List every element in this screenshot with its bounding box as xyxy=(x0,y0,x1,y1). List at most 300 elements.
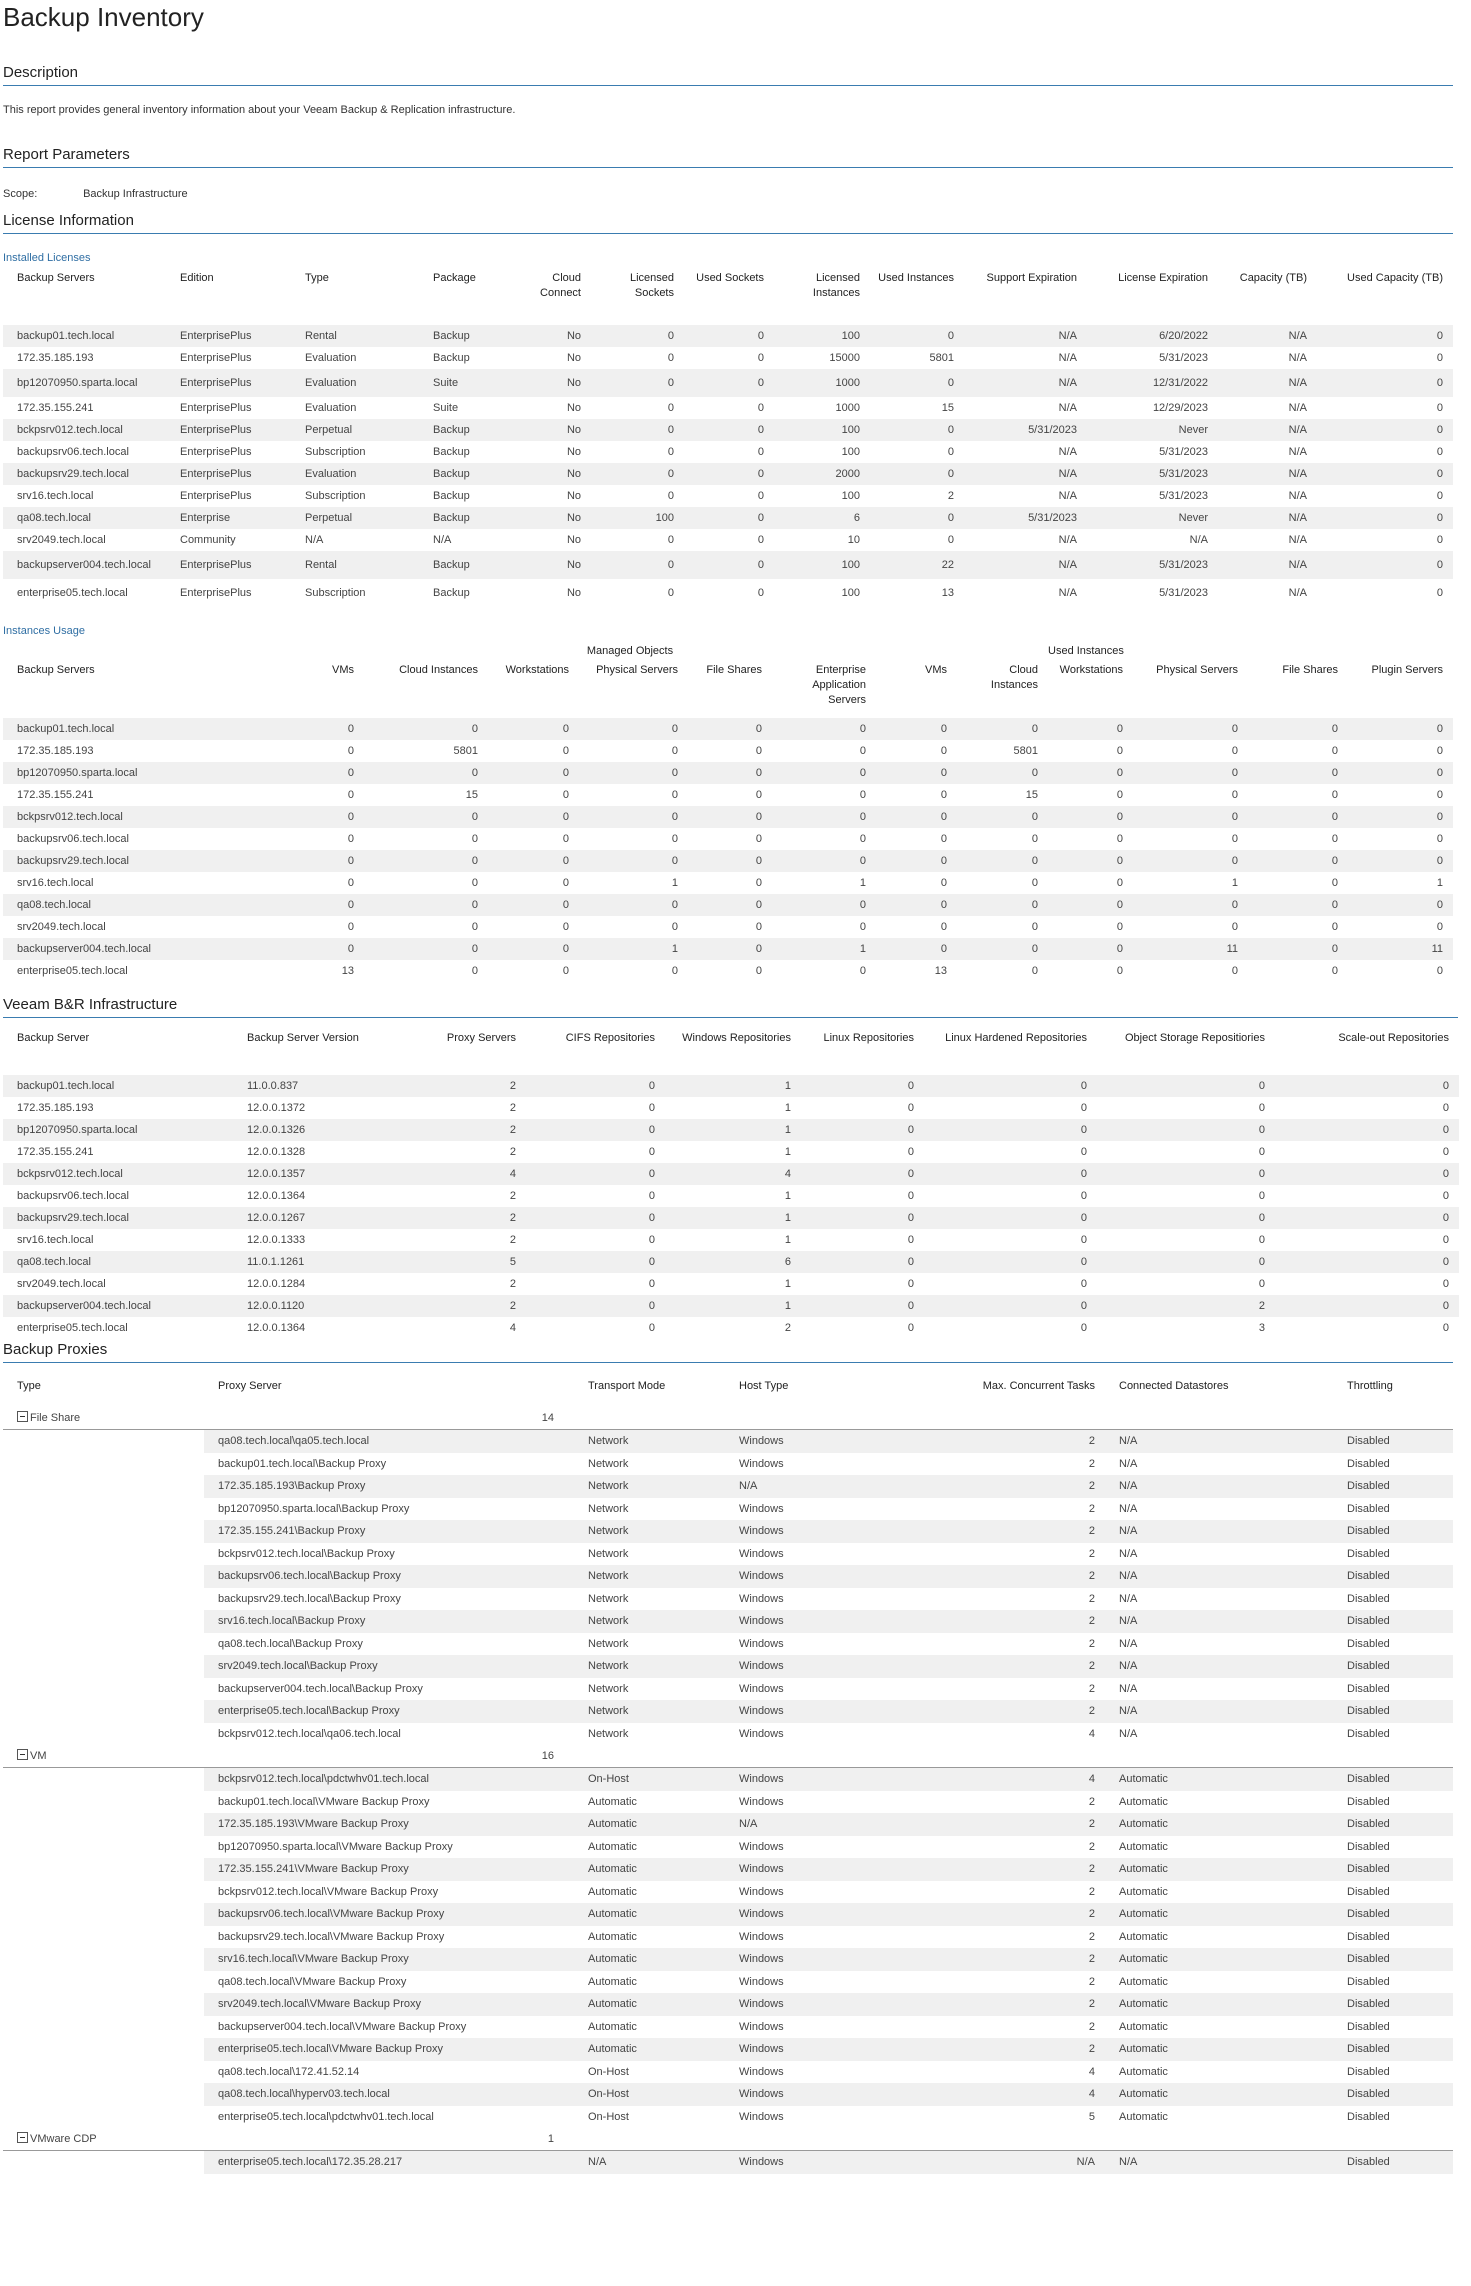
table-cell: 11.0.1.1261 xyxy=(233,1251,418,1273)
table-cell: 2000 xyxy=(774,463,870,485)
table-cell: No xyxy=(566,402,581,414)
proxy-group-row[interactable] xyxy=(3,1407,1453,1430)
empty-cell xyxy=(3,1678,204,1701)
column-header: File Shares xyxy=(1282,664,1339,676)
table-cell: 0 xyxy=(591,325,684,347)
table-cell: 0 xyxy=(684,463,774,485)
table-cell: 13 xyxy=(934,965,948,977)
table-row xyxy=(3,1475,1453,1498)
table-cell: 0 xyxy=(1275,1119,1459,1141)
server-cell: bp12070950.sparta.local xyxy=(3,762,214,784)
table-row xyxy=(3,1273,1459,1295)
table-cell: Automatic xyxy=(1105,1813,1333,1836)
table-cell: N/A xyxy=(1218,369,1317,397)
table-cell: 0 xyxy=(859,921,867,933)
table-cell: 0 xyxy=(1348,718,1453,740)
table-cell: Disabled xyxy=(1333,1700,1453,1723)
server-cell: qa08.tech.local xyxy=(3,894,214,916)
table-cell: 0 xyxy=(940,877,948,889)
table-cell: 0 xyxy=(1258,1146,1265,1158)
proxy-group-cell[interactable] xyxy=(3,2128,204,2151)
table-cell: 12.0.0.1333 xyxy=(247,1234,306,1246)
empty-cell xyxy=(3,1655,204,1678)
table-cell: N/A xyxy=(964,463,1087,485)
table-row xyxy=(3,784,1453,806)
table-cell: 0 xyxy=(562,965,569,977)
scope-row xyxy=(3,188,1463,212)
table-row xyxy=(3,1791,1453,1814)
table-cell: 100 xyxy=(774,325,870,347)
proxy-group-row[interactable] xyxy=(3,1745,1453,1768)
table-cell: Automatic xyxy=(574,1948,725,1971)
table-row xyxy=(3,806,1453,828)
empty-cell xyxy=(3,1948,204,1971)
proxy-server-cell: backupserver004.tech.local\VMware Backup Proxy xyxy=(218,2020,467,2033)
proxy-server-cell: enterprise05.tech.local\pdctwhv01.tech.local xyxy=(218,2110,434,2123)
empty-cell xyxy=(3,1881,204,1904)
table-cell: 100 xyxy=(591,507,684,529)
table-cell: Windows xyxy=(739,1795,784,1808)
empty-cell xyxy=(3,1858,204,1881)
table-cell: 0 xyxy=(1048,762,1133,784)
table-cell: 1 xyxy=(1231,877,1239,889)
table-cell: N/A xyxy=(1058,352,1077,364)
proxy-group-row[interactable] xyxy=(3,2128,1453,2151)
table-cell: 0 xyxy=(471,921,478,933)
table-cell: 0 xyxy=(648,1102,655,1114)
column-header: Object Storage Repositiories xyxy=(1124,1032,1265,1044)
server-cell: bckpsrv012.tech.local xyxy=(3,1163,233,1185)
table-cell: 0 xyxy=(1080,1146,1087,1158)
table-row xyxy=(3,1520,1453,1543)
table-cell: 0 xyxy=(671,745,678,757)
table-cell: 0 xyxy=(1442,1322,1449,1334)
column-header: Connected Datastores xyxy=(1119,1380,1229,1392)
table-cell: Automatic xyxy=(1105,1993,1333,2016)
table-cell: 1 xyxy=(1436,877,1444,889)
collapse-toggle-icon[interactable] xyxy=(17,1749,28,1760)
server-cell: srv2049.tech.local xyxy=(17,1278,106,1290)
table-cell: 0 xyxy=(907,1102,914,1114)
table-cell: 0 xyxy=(907,1190,914,1202)
collapse-toggle-icon[interactable] xyxy=(17,1411,28,1422)
table-cell: Windows xyxy=(725,1903,905,1926)
table-cell: Backup xyxy=(433,587,470,599)
table-row xyxy=(3,1295,1459,1317)
empty-cell xyxy=(3,2061,204,2084)
table-cell: 0 xyxy=(924,1295,1097,1317)
table-cell: 0 xyxy=(648,1190,655,1202)
column-header: Cloud Connect xyxy=(540,272,581,299)
empty-cell xyxy=(3,1543,204,1566)
table-cell: Network xyxy=(574,1520,725,1543)
table-cell: 0 xyxy=(755,921,763,933)
column-header: Licensed Sockets xyxy=(629,272,674,299)
table-cell: Suite xyxy=(433,402,459,414)
table-cell: 5 xyxy=(418,1251,526,1273)
table-cell: 0 xyxy=(801,1075,924,1097)
table-row xyxy=(3,1858,1453,1881)
table-cell: N/A xyxy=(1058,446,1077,458)
column-header: License Expiration xyxy=(1118,272,1208,284)
table-cell: Network xyxy=(588,1502,629,1515)
table-cell: 0 xyxy=(1275,1251,1459,1273)
table-cell: 0 xyxy=(1080,1322,1087,1334)
column-header: Proxy Server xyxy=(218,1380,282,1392)
table-row xyxy=(3,1207,1459,1229)
table-cell: Disabled xyxy=(1333,1655,1453,1678)
table-row xyxy=(3,740,1453,762)
table-cell: 12.0.0.1372 xyxy=(247,1102,306,1114)
table-cell: Windows xyxy=(725,1610,905,1633)
table-cell: Network xyxy=(574,1475,725,1498)
table-cell: Backup xyxy=(433,490,470,502)
column-header: Licensed Instances xyxy=(812,272,860,299)
table-cell: 0 xyxy=(1048,850,1133,872)
table-cell: 0 xyxy=(364,806,488,828)
table-cell: No xyxy=(566,490,581,502)
server-cell: 172.35.155.241 xyxy=(17,789,94,801)
table-cell: 0 xyxy=(364,762,488,784)
table-cell: 0 xyxy=(579,718,688,740)
table-cell: N/A xyxy=(1105,1430,1333,1453)
table-cell: 0 xyxy=(870,369,964,397)
table-cell: 0 xyxy=(1231,965,1239,977)
table-row xyxy=(3,1119,1459,1141)
table-cell: 0 xyxy=(562,745,569,757)
proxy-group-count: 16 xyxy=(541,1750,554,1762)
table-cell: 5/31/2023 xyxy=(1159,490,1208,502)
table-cell: Disabled xyxy=(1333,1565,1453,1588)
server-cell: bckpsrv012.tech.local xyxy=(3,419,166,441)
table-cell: 0 xyxy=(907,1322,914,1334)
table-cell: 0 xyxy=(1331,745,1339,757)
table-cell: 1 xyxy=(671,877,678,889)
table-cell: N/A xyxy=(905,2151,1105,2174)
column-header: Transport Mode xyxy=(588,1380,666,1392)
table-cell: 0 xyxy=(947,534,954,546)
table-row xyxy=(3,1565,1453,1588)
table-cell: 0 xyxy=(526,1251,665,1273)
column-header: Physical Servers xyxy=(596,664,678,676)
table-cell: N/A xyxy=(1288,534,1307,546)
table-cell: 0 xyxy=(1116,965,1124,977)
table-row xyxy=(3,916,1453,938)
table-cell: 0 xyxy=(684,551,774,579)
table-cell: N/A xyxy=(1119,1502,1138,1515)
proxy-server-cell: bckpsrv012.tech.local\VMware Backup Proxy xyxy=(218,1885,439,1898)
server-cell: srv16.tech.local xyxy=(17,1234,94,1246)
table-cell: N/A xyxy=(1218,507,1317,529)
table-cell: Windows xyxy=(739,1975,784,1988)
column-header: Linux Repositories xyxy=(823,1032,914,1044)
license-heading: License Information xyxy=(3,212,1453,234)
table-cell: Network xyxy=(574,1700,725,1723)
column-header: File Shares xyxy=(706,664,763,676)
table-row xyxy=(3,938,1453,960)
table-row xyxy=(3,1498,1453,1521)
table-cell: EnterprisePlus xyxy=(166,369,291,397)
table-cell: 0 xyxy=(364,718,488,740)
page-title: Backup Inventory xyxy=(3,2,204,32)
table-cell: 0 xyxy=(801,1163,924,1185)
table-cell: 0 xyxy=(591,419,684,441)
table-cell: 0 xyxy=(1317,551,1453,579)
column-header: Backup Server Version xyxy=(247,1032,359,1044)
proxy-server-cell: 172.35.155.241\VMware Backup Proxy xyxy=(204,1858,574,1881)
table-cell: 22 xyxy=(870,551,964,579)
empty-cell xyxy=(3,1903,204,1926)
table-cell: 1 xyxy=(859,877,867,889)
table-cell: EnterprisePlus xyxy=(180,402,252,414)
collapse-toggle-icon[interactable] xyxy=(17,2132,28,2143)
table-cell: 2 xyxy=(905,1948,1105,1971)
table-cell: 0 xyxy=(1048,806,1133,828)
table-cell: 0 xyxy=(1031,921,1039,933)
table-cell: 0 xyxy=(364,938,488,960)
table-cell: 10 xyxy=(847,534,860,546)
table-cell: 0 xyxy=(648,1322,655,1334)
proxy-server-cell: 172.35.185.193\VMware Backup Proxy xyxy=(204,1813,574,1836)
table-row xyxy=(3,1678,1453,1701)
table-cell: 0 xyxy=(347,877,354,889)
server-cell: backupsrv06.tech.local xyxy=(17,833,129,845)
table-cell: 0 xyxy=(1442,1234,1449,1246)
table-cell: 15000 xyxy=(829,352,860,364)
used-instances-group: Used Instances xyxy=(1048,645,1124,657)
table-cell: Subscription xyxy=(305,587,366,599)
table-cell: 0 xyxy=(876,762,957,784)
table-cell: 0 xyxy=(1031,965,1039,977)
server-cell: enterprise05.tech.local xyxy=(17,1322,128,1334)
table-cell: Network xyxy=(574,1565,725,1588)
column-header: CIFS Repositories xyxy=(565,1032,655,1044)
instances-usage-heading: Instances Usage xyxy=(3,625,85,637)
table-cell: 0 xyxy=(924,1251,1097,1273)
table-cell: Disabled xyxy=(1333,1430,1453,1453)
table-cell: 2 xyxy=(1088,1547,1095,1560)
table-cell: Disabled xyxy=(1347,2020,1390,2033)
table-cell: No xyxy=(519,419,591,441)
column-header: Physical Servers xyxy=(1156,664,1239,676)
proxy-server-cell: 172.35.155.241\Backup Proxy xyxy=(204,1520,574,1543)
table-cell: 0 xyxy=(648,1278,655,1290)
column-header: VMs xyxy=(925,664,948,676)
table-cell: Automatic xyxy=(1119,1975,1168,1988)
column-header: Capacity (TB) xyxy=(1239,272,1307,284)
table-cell: N/A xyxy=(1105,2151,1333,2174)
table-cell: 2 xyxy=(1088,1502,1095,1515)
empty-cell xyxy=(3,1836,204,1859)
table-row xyxy=(3,1588,1453,1611)
table-row xyxy=(3,1903,1453,1926)
table-cell: 100 xyxy=(774,419,870,441)
table-cell: 0 xyxy=(347,833,354,845)
proxy-server-cell: backup01.tech.local\VMware Backup Proxy xyxy=(218,1795,430,1808)
table-row xyxy=(3,463,1453,485)
table-cell: 0 xyxy=(1116,745,1124,757)
table-cell: 0 xyxy=(671,965,678,977)
empty-cell xyxy=(3,1993,204,2016)
table-cell: No xyxy=(519,369,591,397)
table-cell: N/A xyxy=(1105,1475,1333,1498)
server-cell: backup01.tech.local xyxy=(3,1075,233,1097)
table-cell: N/A xyxy=(1105,1520,1333,1543)
server-cell: srv16.tech.local xyxy=(17,490,94,502)
table-cell: Disabled xyxy=(1347,2065,1390,2078)
table-cell: Disabled xyxy=(1347,1975,1390,1988)
table-cell: 2 xyxy=(509,1234,516,1246)
empty-cell xyxy=(3,1588,204,1611)
table-cell: N/A xyxy=(1058,534,1077,546)
table-cell: 0 xyxy=(1331,877,1339,889)
table-cell: 0 xyxy=(924,1075,1097,1097)
table-cell: 0 xyxy=(364,894,488,916)
table-cell: 0 xyxy=(1048,894,1133,916)
table-cell: 0 xyxy=(488,806,579,828)
table-row xyxy=(3,419,1453,441)
table-cell: 0 xyxy=(688,806,772,828)
table-cell: 1 xyxy=(665,1075,801,1097)
table-cell: EnterprisePlus xyxy=(166,419,291,441)
table-cell: 2 xyxy=(905,1475,1105,1498)
proxy-group-cell[interactable] xyxy=(3,1407,204,1430)
table-cell: Windows xyxy=(739,1885,784,1898)
table-row xyxy=(3,1993,1453,2016)
table-cell: Network xyxy=(588,1682,629,1695)
table-cell: Subscription xyxy=(305,490,366,502)
table-cell: N/A xyxy=(1288,587,1307,599)
table-cell: 2 xyxy=(509,1190,516,1202)
table-row xyxy=(3,507,1453,529)
table-cell: Network xyxy=(588,1637,629,1650)
table-cell: 0 xyxy=(1031,877,1039,889)
proxy-server-cell: enterprise05.tech.local\VMware Backup Proxy xyxy=(204,2038,574,2061)
server-cell: srv2049.tech.local xyxy=(17,534,106,546)
table-cell: 0 xyxy=(684,507,774,529)
table-cell: Disabled xyxy=(1333,1768,1453,1791)
server-cell: srv2049.tech.local xyxy=(17,921,106,933)
table-cell: Automatic xyxy=(1119,2065,1168,2078)
table-cell: Windows xyxy=(739,1502,784,1515)
table-cell: 0 xyxy=(667,402,674,414)
column-header: Backup Servers xyxy=(17,664,95,676)
table-cell: 0 xyxy=(859,833,867,845)
column-header: Cloud Instances xyxy=(399,664,478,676)
table-cell: 0 xyxy=(688,894,772,916)
table-cell: Disabled xyxy=(1333,2083,1453,2106)
table-cell: No xyxy=(566,352,581,364)
table-row xyxy=(3,1610,1453,1633)
table-row xyxy=(3,1430,1453,1453)
empty-cell xyxy=(3,1791,204,1814)
table-cell: Disabled xyxy=(1333,1610,1453,1633)
table-cell: 5/31/2023 xyxy=(1087,463,1218,485)
table-cell: 0 xyxy=(684,369,774,397)
table-cell: 0 xyxy=(667,352,674,364)
table-cell: 2 xyxy=(1088,1840,1095,1853)
table-cell: 0 xyxy=(1258,1278,1265,1290)
scope-value: Backup Infrastructure xyxy=(83,188,188,200)
empty-cell xyxy=(3,1520,204,1543)
table-row xyxy=(3,1655,1453,1678)
table-cell: 0 xyxy=(1258,1102,1265,1114)
table-cell: Windows xyxy=(725,1948,905,1971)
empty-cell xyxy=(3,2083,204,2106)
table-cell: 0 xyxy=(562,833,569,845)
table-cell: 2 xyxy=(784,1322,791,1334)
table-cell: 0 xyxy=(1031,833,1039,845)
table-cell: Windows xyxy=(739,2020,784,2033)
table-cell: 0 xyxy=(924,1119,1097,1141)
table-cell: Automatic xyxy=(1119,2020,1168,2033)
table-cell: 0 xyxy=(579,762,688,784)
table-cell: 0 xyxy=(1231,921,1239,933)
table-cell: 0 xyxy=(957,806,1048,828)
column-header: Cloud Instances xyxy=(990,664,1039,691)
table-cell: Subscription xyxy=(305,446,366,458)
table-cell: 2 xyxy=(418,1119,526,1141)
table-cell: 4 xyxy=(418,1163,526,1185)
table-cell: 11 xyxy=(1348,938,1453,960)
table-cell: Disabled xyxy=(1333,2151,1453,2174)
table-cell: 0 xyxy=(859,965,867,977)
table-row xyxy=(3,1317,1459,1339)
table-cell: N/A xyxy=(1288,402,1307,414)
table-cell: 0 xyxy=(876,894,957,916)
table-row xyxy=(3,1700,1453,1723)
proxy-server-cell: bckpsrv012.tech.local\qa06.tech.local xyxy=(218,1727,401,1740)
table-row xyxy=(3,894,1453,916)
table-cell: 0 xyxy=(1442,1190,1449,1202)
table-cell: 0 xyxy=(870,325,964,347)
table-cell: N/A xyxy=(1058,587,1077,599)
empty-cell xyxy=(3,1700,204,1723)
table-cell: 12.0.0.1328 xyxy=(247,1146,306,1158)
table-cell: 2 xyxy=(905,1565,1105,1588)
table-cell: 0 xyxy=(1248,850,1348,872)
table-cell: 1 xyxy=(665,1295,801,1317)
table-cell: 0 xyxy=(347,789,354,801)
table-cell: 2 xyxy=(905,1858,1105,1881)
table-cell: 4 xyxy=(905,2083,1105,2106)
server-cell: backupserver004.tech.local xyxy=(3,1295,233,1317)
table-row xyxy=(3,397,1453,419)
table-cell: 0 xyxy=(667,490,674,502)
empty-cell xyxy=(3,1475,204,1498)
table-row xyxy=(3,1948,1453,1971)
proxy-group-cell[interactable] xyxy=(3,1745,204,1768)
table-cell: Automatic xyxy=(588,1885,637,1898)
table-cell: 2 xyxy=(1088,1975,1095,1988)
table-cell: 0 xyxy=(471,965,478,977)
table-cell: No xyxy=(519,551,591,579)
column-header: Package xyxy=(433,272,476,284)
table-row xyxy=(3,441,1453,463)
table-row xyxy=(3,1453,1453,1476)
column-header: Used Instances xyxy=(878,272,954,284)
table-cell: 0 xyxy=(688,938,772,960)
table-cell: Windows xyxy=(739,1457,784,1470)
table-row xyxy=(3,1163,1459,1185)
table-cell: 2 xyxy=(905,1655,1105,1678)
empty-cell xyxy=(3,2151,204,2174)
server-cell: enterprise05.tech.local xyxy=(17,586,128,599)
empty-cell xyxy=(3,1610,204,1633)
table-cell: 2 xyxy=(905,2038,1105,2061)
table-cell: 0 xyxy=(1317,463,1453,485)
scope-label: Scope: xyxy=(3,188,38,200)
